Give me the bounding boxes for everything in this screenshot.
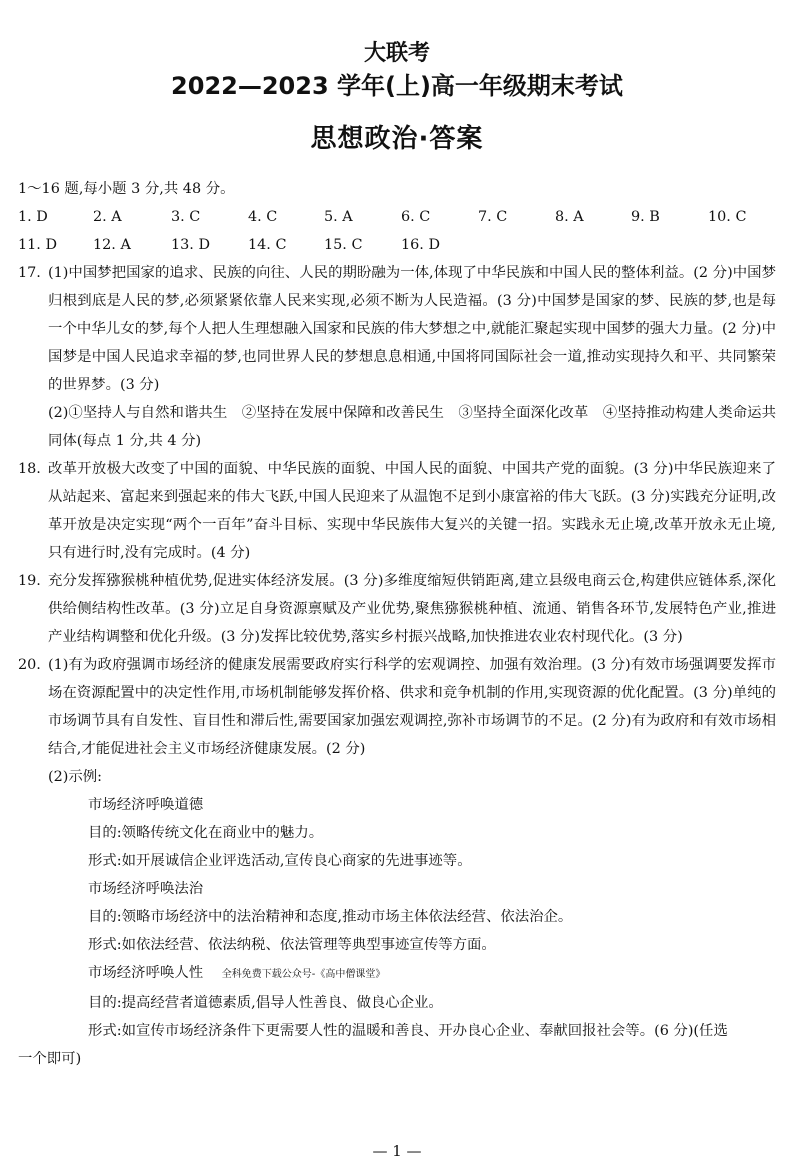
example-1-goal: 目的:领略传统文化在商业中的魅力。: [88, 825, 324, 841]
mcq-answer: 7. C: [478, 209, 508, 225]
question-17: [18, 259, 776, 455]
q20-part2-label: (2)示例:: [48, 769, 103, 785]
q19-text: 充分发挥猕猴桃种植优势,促进实体经济发展。(3 分)多维度缩短供销距离,建立县级电商云仓,构建供应链体系,深化供给侧结构性改革。(3 分)立足自身资源禀赋及产业优势,聚焦猕猴桃种植、流通、销售各环节,发展特色产业,推进产业结构调整和优化升级。(3 分)发挥比较优势,落实乡村振兴战略,加快推进农业农村现代化。(3 分): [48, 573, 776, 645]
mcq-answer: 5. A: [324, 209, 353, 225]
example-3-form: 形式:如宣传市场经济条件下更需要人性的温暖和善良、开办良心企业、奉献回报社会等。(6 分)(任选: [88, 1023, 728, 1039]
example-1-title: 市场经济呼唤道德: [88, 797, 204, 813]
mcq-answer: 15. C: [324, 237, 363, 253]
mcq-answer: 3. C: [171, 209, 201, 225]
answer-content: [18, 175, 776, 1073]
example-3-goal: 目的:提高经营者道德素质,倡导人性善良、做良心企业。: [88, 995, 443, 1011]
page-number: — 1 —: [372, 1142, 422, 1160]
question-19: [18, 567, 776, 651]
example-1-form: 形式:如开展诚信企业评选活动,宣传良心商家的先进事迹等。: [88, 853, 472, 869]
q17-part2: (2)①坚持人与自然和谐共生 ②坚持在发展中保障和改善民生 ③坚持全面深化改革 ④坚持推动构建人类命运共同体(每点 1 分,共 4 分): [48, 405, 776, 449]
mcq-answer: 8. A: [555, 209, 584, 225]
example-3-title: 市场经济呼唤人性: [88, 965, 204, 981]
mcq-answer: 2. A: [93, 209, 122, 225]
mcq-answer: 11. D: [18, 237, 57, 253]
question-number: 19.: [18, 573, 41, 589]
question-number: 17.: [18, 265, 41, 281]
question-18: [18, 455, 776, 567]
mcq-answer: 4. C: [248, 209, 278, 225]
example-2-title: 市场经济呼唤法治: [88, 881, 204, 897]
mcq-row-2: [18, 231, 776, 259]
mcq-answer: 6. C: [401, 209, 431, 225]
mcq-answer: 10. C: [708, 209, 747, 225]
mcq-header: 1～16 题,每小题 3 分,共 48 分。: [18, 181, 235, 197]
q18-text: 改革开放极大改变了中国的面貌、中华民族的面貌、中国人民的面貌、中国共产党的面貌。(3 分)中华民族迎来了从站起来、富起来到强起来的伟大飞跃,中国人民迎来了从温饱不足到小康富裕的伟大飞跃。(3 分)实践充分证明,改革开放是决定实现“两个一百年”奋斗目标、实现中华民族伟大复兴的关键一招。实践永无止境,改革开放永无止境,只有进行时,没有完成时。(4 分): [48, 461, 776, 561]
subject-title: 思想政治·答案: [310, 124, 484, 154]
q20-part1: (1)有为政府强调市场经济的健康发展需要政府实行科学的宏观调控、加强有效治理。(3 分)有效市场强调要发挥市场在资源配置中的决定性作用,市场机制能够发挥价格、供求和竞争机制的作用,实现资源的优化配置。(3 分)单纯的市场调节具有自发性、盲目性和滞后性,需要国家加强宏观调控,弥补市场调节的不足。(2 分)有为政府和有效市场相结合,才能促进社会主义市场经济健康发展。(2 分): [48, 657, 776, 757]
mcq-answer: 13. D: [171, 237, 210, 253]
example-2-form: 形式:如依法经营、依法纳税、依法管理等典型事迹宣传等方面。: [88, 937, 496, 953]
example-2-goal: 目的:领略市场经济中的法治精神和态度,推动市场主体依法经营、依法治企。: [88, 909, 573, 925]
example-3-title-row: [48, 959, 776, 989]
question-number: 18.: [18, 461, 41, 477]
mcq-answer: 16. D: [401, 237, 440, 253]
example-3-form-continued: 一个即可): [18, 1051, 82, 1067]
mcq-answer: 12. A: [93, 237, 131, 253]
watermark-text: 全科免费下载公众号-《高中僧课堂》: [221, 969, 386, 980]
mcq-answer: 9. B: [631, 209, 660, 225]
mcq-answer: 1. D: [18, 209, 48, 225]
mcq-answer: 14. C: [248, 237, 287, 253]
question-20: [18, 651, 776, 1073]
exam-org-title: 大联考: [363, 41, 430, 66]
exam-title: 2022—2023 学年(上)高一年级期末考试: [171, 72, 623, 100]
question-number: 20.: [18, 657, 41, 673]
mcq-row-1: [18, 203, 776, 231]
q17-part1: (1)中国梦把国家的追求、民族的向往、人民的期盼融为一体,体现了中华民族和中国人民的整体利益。(2 分)中国梦归根到底是人民的梦,必须紧紧依靠人民来实现,必须不断为人民造福。(3 分)中国梦是国家的梦、民族的梦,也是每一个中华儿女的梦,每个人把人生理想融入国家和民族的伟大梦想之中,就能汇聚起实现中国梦的强大力量。(2 分)中国梦是中国人民追求幸福的梦,也同世界人民的梦想息息相通,中国将同国际社会一道,推动实现持久和平、共同繁荣的世界梦。(3 分): [48, 265, 776, 393]
